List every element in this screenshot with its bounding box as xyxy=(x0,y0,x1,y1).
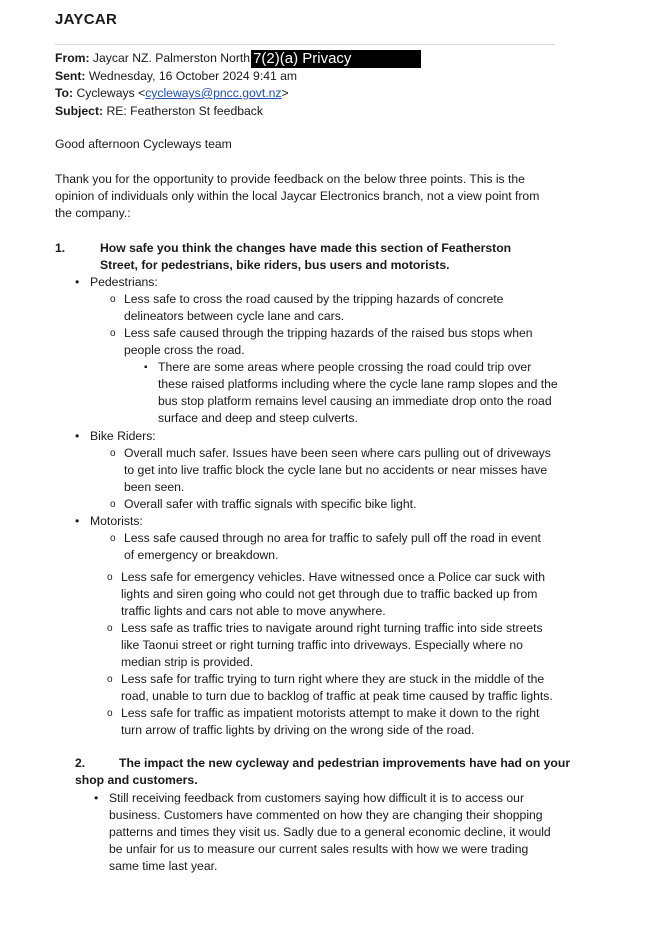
header-divider xyxy=(55,44,555,45)
question-1-heading xyxy=(55,240,575,274)
list-item: o Overall safer with traffic signals with specific bike light. xyxy=(124,496,554,513)
question-2-text: The impact the new cycleway and pedestrian improvements have had on your shop and customers. xyxy=(75,756,571,787)
question-2-number: 2. xyxy=(75,756,86,770)
pedestrians-bullet: • Pedestrians: xyxy=(90,274,570,291)
email-headers xyxy=(55,50,595,120)
to-email-link[interactable]: cycleways@pncc.govt.nz xyxy=(145,86,282,100)
question-2-heading xyxy=(75,755,575,789)
subject-label: Subject: xyxy=(55,103,104,118)
to-name: Cycleways < xyxy=(76,86,146,100)
shop-feedback-item: • Still receiving feedback from customers saying how difficult it is to access our business. Customers have commented on how they are changing their shopping patterns and times they visit us. Sadly due to a general economic decline, it would be unfair for us to measure our current sales results with how we were trading same time last year. xyxy=(109,790,559,875)
greeting: Good afternoon Cycleways team xyxy=(55,137,232,151)
sent-value: Wednesday, 16 October 2024 9:41 am xyxy=(88,68,298,83)
subject-line xyxy=(55,103,595,121)
organization-name: JAYCAR xyxy=(55,11,118,28)
privacy-redaction: 7(2)(a) Privacy xyxy=(251,50,421,68)
from-value: Jaycar NZ. Palmerston North xyxy=(92,51,251,65)
list-item: o Less safe to cross the road caused by the tripping hazards of concrete delineators between cycle lane and cars. xyxy=(124,291,554,325)
question-1-number: 1. xyxy=(55,241,66,255)
sent-label: Sent: xyxy=(55,68,86,83)
to-line xyxy=(55,85,595,103)
sent-line xyxy=(55,68,595,86)
list-item: o Less safe caused through the tripping hazards of the raised bus stops when people cross the road. xyxy=(124,325,554,359)
list-item: o Less safe as traffic tries to navigate around right turning traffic into side streets like Taonui street or right turning traffic into driveways. Especially where no median strip is provided. xyxy=(121,620,554,671)
motorists-bullet: • Motorists: xyxy=(90,513,570,530)
list-item: o Overall much safer. Issues have been seen where cars pulling out of driveways to get into live traffic block the cycle lane but no accidents or near misses have been seen. xyxy=(124,445,554,496)
list-item: o Less safe for traffic trying to turn right where they are stuck in the middle of the road, unable to turn due to backlog of traffic at peak time caused by traffic lights. xyxy=(121,671,554,705)
intro-paragraph: Thank you for the opportunity to provide feedback on the below three points. This is the opinion of individuals only within the local Jaycar Electronics branch, not a view point from the company.: xyxy=(55,172,540,220)
list-item-detail: ▪ There are some areas where people crossing the road could trip over these raised platforms including where the cycle lane ramp slopes and the bus stop platform remains level causing an immediate drop onto the road surface and deep and steep culverts. xyxy=(158,359,558,427)
to-close: > xyxy=(281,86,289,100)
subject-value: RE: Featherston St feedback xyxy=(106,103,263,118)
from-label: From: xyxy=(55,51,90,65)
question-1-text: How safe you think the changes have made this section of Featherston Street, for pedestrians, bike riders, bus users and motorists. xyxy=(100,241,512,272)
list-item: o Less safe for emergency vehicles. Have witnessed once a Police car suck with lights and siren going who could not get through due to traffic backed up from traffic lights and cars not able to move anywhere. xyxy=(121,569,554,620)
to-label: To: xyxy=(55,86,74,100)
list-item: o Less safe for traffic as impatient motorists attempt to make it down to the right turn arrow of traffic lights by driving on the wrong side of the road. xyxy=(121,705,554,739)
from-line xyxy=(55,50,595,68)
bike-riders-bullet: • Bike Riders: xyxy=(90,428,570,445)
list-item: o Less safe caused through no area for traffic to safely pull off the road in event of emergency or breakdown. xyxy=(124,530,554,564)
